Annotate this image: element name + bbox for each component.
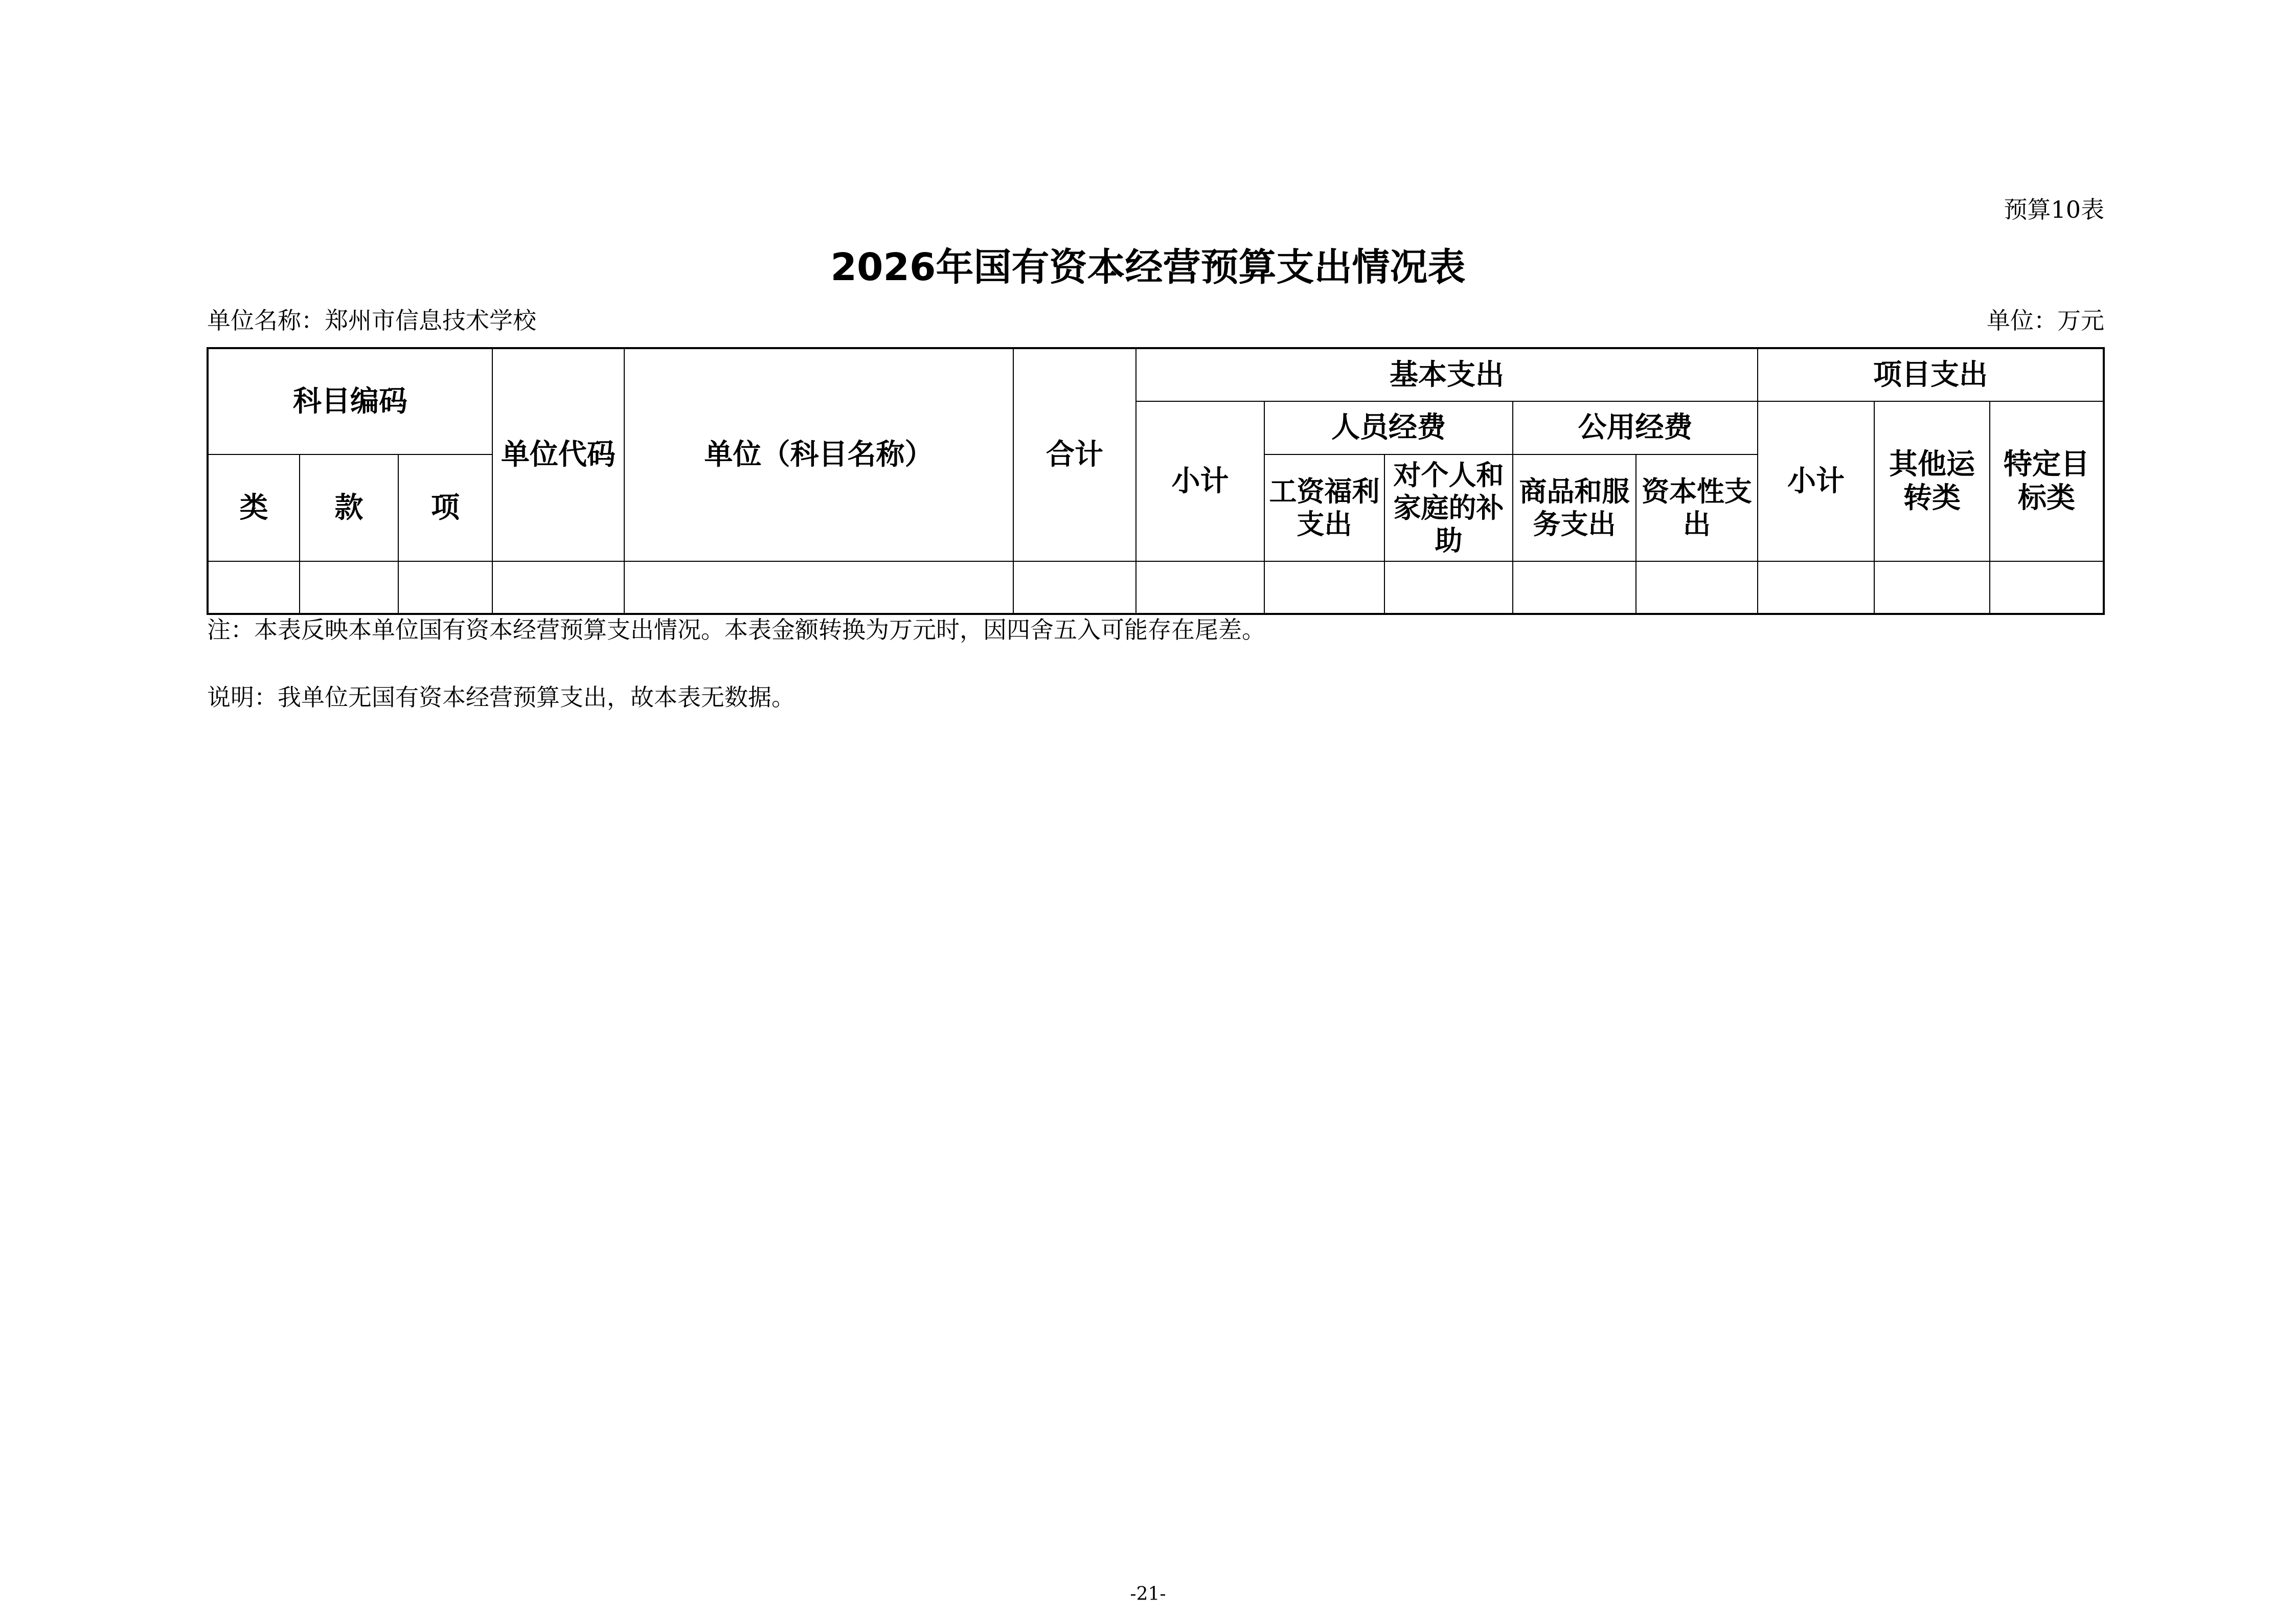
table-cell xyxy=(1264,561,1384,614)
form-number: 预算10表 xyxy=(2004,196,2104,223)
table-cell xyxy=(398,561,492,614)
table-cell xyxy=(1513,561,1636,614)
table-cell xyxy=(1013,561,1136,614)
page-number: -21- xyxy=(1130,1584,1166,1605)
header-personnel-expense: 人员经费 xyxy=(1264,401,1513,454)
table-cell xyxy=(1636,561,1758,614)
header-item: 项 xyxy=(398,454,492,561)
header-project-expenditure: 项目支出 xyxy=(1758,348,2104,401)
table-note: 注：本表反映本单位国有资本经营预算支出情况。本表金额转换为万元时，因四舍五入可能存在尾差。 xyxy=(207,616,1265,644)
header-specific-target: 特定目标类 xyxy=(1990,401,2104,561)
table-cell xyxy=(1758,561,1874,614)
table-cell xyxy=(624,561,1013,614)
explanation-text: 说明：我单位无国有资本经营预算支出，故本表无数据。 xyxy=(207,683,795,711)
table-cell xyxy=(208,561,300,614)
header-goods-services: 商品和服务支出 xyxy=(1513,454,1636,561)
header-subject-code: 科目编码 xyxy=(208,348,492,454)
header-capital-expenditure: 资本性支出 xyxy=(1636,454,1758,561)
money-unit: 单位：万元 xyxy=(1987,307,2104,334)
header-subsidy-individuals: 对个人和家庭的补助 xyxy=(1384,454,1513,561)
table-cell xyxy=(492,561,624,614)
table-cell xyxy=(1136,561,1264,614)
header-wage-welfare: 工资福利支出 xyxy=(1264,454,1384,561)
budget-table xyxy=(207,347,2105,615)
table-row xyxy=(208,561,2104,614)
table-cell xyxy=(1990,561,2104,614)
header-total: 合计 xyxy=(1013,348,1136,561)
unit-name: 单位名称：郑州市信息技术学校 xyxy=(207,307,536,334)
table-cell xyxy=(1384,561,1513,614)
header-public-expense: 公用经费 xyxy=(1513,401,1758,454)
header-basic-expenditure: 基本支出 xyxy=(1136,348,1758,401)
header-project-subtotal: 小计 xyxy=(1758,401,1874,561)
header-other-transfer: 其他运转类 xyxy=(1874,401,1990,561)
header-class: 类 xyxy=(208,454,300,561)
header-section: 款 xyxy=(300,454,398,561)
table-cell xyxy=(1874,561,1990,614)
page-title: 2026年国有资本经营预算支出情况表 xyxy=(830,245,1466,289)
header-unit-code: 单位代码 xyxy=(492,348,624,561)
header-basic-subtotal: 小计 xyxy=(1136,401,1264,561)
header-unit-subject-name: 单位（科目名称） xyxy=(624,348,1013,561)
table-cell xyxy=(300,561,398,614)
